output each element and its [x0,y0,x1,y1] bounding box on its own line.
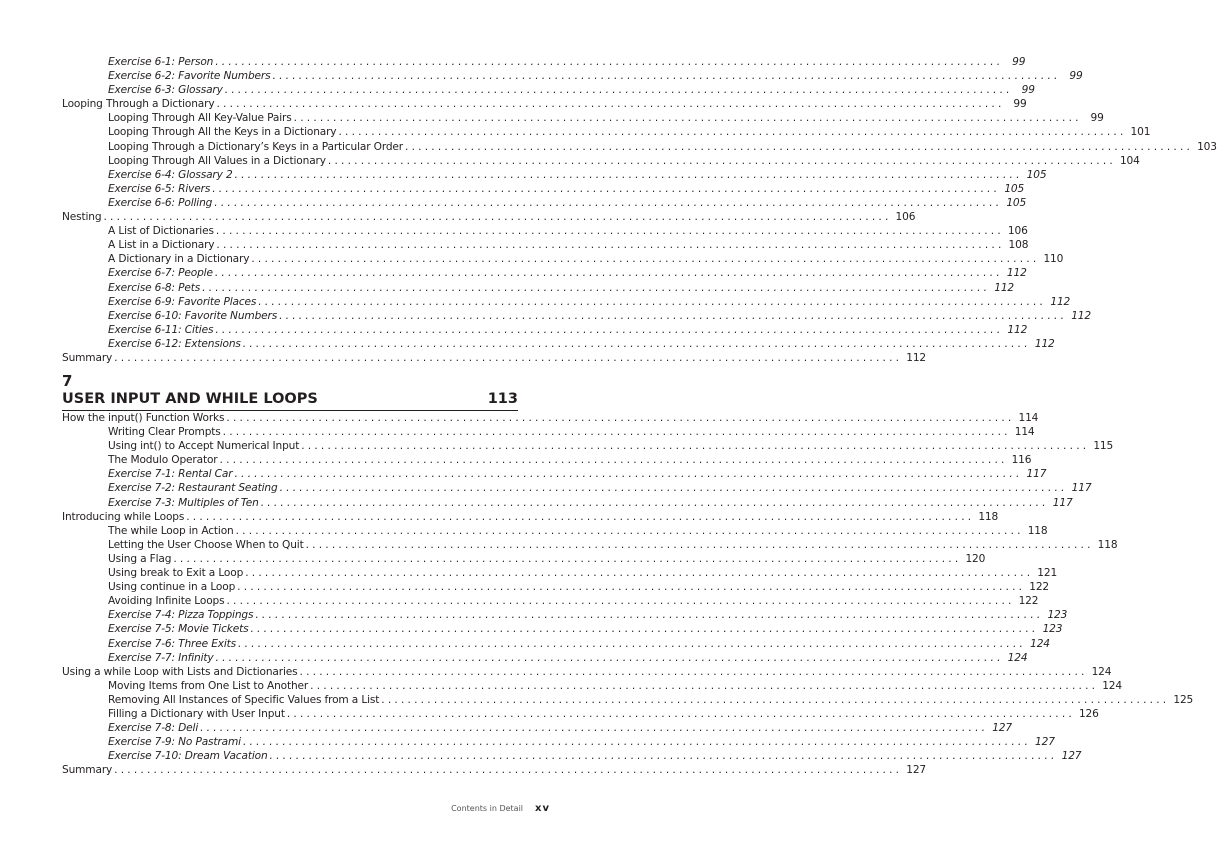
toc-entry-title: The while Loop in Action [108,524,234,537]
dot-leader: ........................................................................................................................ [286,707,1075,720]
toc-entry-page: 124 [1091,665,1112,678]
dot-leader: ........................................................................................................................ [305,538,1094,551]
toc-entry[interactable] [62,252,1064,266]
chapter-page: 113 [487,391,518,407]
toc-entry-title: A Dictionary in a Dictionary [108,253,250,266]
toc-entry-page: 117 [1052,496,1073,509]
dot-leader: ........................................................................................................................ [242,736,1032,749]
toc-entry[interactable] [62,735,1055,749]
toc-entry-page: 114 [1014,426,1035,439]
footer-label: Contents in Detail [451,804,524,813]
toc-entry-page: 127 [992,722,1012,735]
toc-entry-page: 122 [1018,595,1039,608]
toc-entry-title: Exercise 6-9: Favorite Places [108,295,257,308]
dot-leader: ........................................................................................................................ [301,440,1090,453]
toc-entry-page: 112 [1034,337,1055,350]
dot-leader: ........................................................................................................................ [234,468,1023,481]
toc-entry-page: 115 [1093,440,1114,453]
toc-entry-page: 112 [1006,267,1027,280]
toc-entry[interactable] [62,309,1091,323]
toc-entry[interactable] [62,140,1217,154]
dot-leader: ........................................................................................................................ [214,196,1003,209]
toc-entry[interactable] [62,496,1073,510]
dot-leader: ........................................................................................................................ [226,412,1015,424]
dot-leader: ........................................................................................................................ [214,267,1003,280]
toc-entry-title: Avoiding Infinite Loops [108,595,225,608]
toc-entry-page: 118 [978,510,999,523]
toc-entry-page: 120 [965,552,986,565]
toc-entry-page: 99 [1090,112,1104,125]
toc-entry-title: Looping Through All Key-Value Pairs [108,112,292,125]
dot-leader: ........................................................................................................................ [215,651,1004,664]
toc-entry-title: Exercise 7-7: Infinity [108,651,214,664]
toc-entry-title: Exercise 6-3: Glossary [108,84,223,97]
toc-entry-title: Exercise 6-11: Cities [108,323,214,336]
toc-entry-title: The Modulo Operator [108,454,218,467]
toc-entry[interactable] [62,580,1050,594]
toc-entry-title: Looping Through All Values in a Dictionary [108,154,326,167]
dot-leader: ........................................................................................................................ [200,722,989,735]
dot-leader: ........................................................................................................................ [103,211,892,224]
page-folio: xv [535,803,550,814]
toc-entry-page: 112 [1007,323,1028,336]
toc-entry-page: 110 [1043,253,1064,266]
toc-entry[interactable] [62,281,1015,295]
toc-entry-title: Exercise 7-9: No Pastrami [108,736,241,749]
toc-section-chapter-7 [62,411,1194,777]
toc-entry-title: Letting the User Choose When to Quit [108,538,304,551]
toc-entry[interactable] [62,439,1114,453]
dot-leader: ........................................................................................................................ [405,140,1194,153]
toc-entry-title: Exercise 7-2: Restaurant Seating [108,482,278,495]
toc-entry[interactable] [62,637,1050,651]
toc-entry[interactable] [62,749,1082,763]
dot-leader: ........................................................................................................................ [224,84,1013,97]
toc-entry-title: Exercise 6-2: Favorite Numbers [108,70,271,83]
chapter-title: USER INPUT AND WHILE LOOPS [62,391,318,407]
chapter-number: 7 [62,372,73,390]
dot-leader: ........................................................................................................................ [338,126,1127,139]
toc-entry-title: Writing Clear Prompts [108,426,221,439]
toc-entry-page: 118 [1097,538,1118,551]
toc-entry-page: 106 [895,211,916,224]
toc-entry[interactable] [62,351,927,365]
toc-entry-title: Exercise 7-1: Rental Car [108,468,233,481]
toc-entry-page: 99 [1021,84,1035,97]
toc-entry[interactable] [62,154,1140,168]
toc-entry-page: 112 [1071,309,1091,322]
toc-entry-title: How the input() Function Works [62,412,225,424]
dot-leader: ........................................................................................................................ [299,665,1088,678]
toc-entry-title: Using int() to Accept Numerical Input [108,440,300,453]
dot-leader: ........................................................................................................................ [212,182,1001,195]
dot-leader: ........................................................................................................................ [215,225,1004,238]
toc-entry[interactable] [62,538,1118,552]
toc-entry[interactable] [62,467,1047,481]
toc-entry[interactable] [62,651,1028,665]
toc-entry-title: Exercise 6-4: Glossary 2 [108,168,233,181]
dot-leader: ........................................................................................................................ [250,623,1039,636]
toc-entry[interactable] [62,721,1012,735]
toc-entry[interactable] [62,323,1028,337]
toc-entry[interactable] [62,679,1122,693]
toc-entry[interactable] [62,238,1029,252]
toc-entry-page: 112 [906,351,927,364]
toc-entry[interactable] [62,97,1027,111]
toc-entry[interactable] [62,55,1026,69]
toc-entry[interactable] [62,411,1039,425]
toc-entry[interactable] [62,510,999,524]
toc-entry-title: A List of Dictionaries [108,225,214,238]
toc-entry-page: 104 [1119,154,1140,167]
toc-entry[interactable] [62,622,1063,636]
toc-entry-page: 108 [1008,239,1029,252]
toc-entry-page: 124 [1007,651,1028,664]
toc-entry-page: 127 [1035,736,1055,749]
dot-leader: ........................................................................................................................ [173,552,962,565]
toc-entry-page: 125 [1173,693,1194,706]
dot-leader: ........................................................................................................................ [222,426,1011,439]
dot-leader: ........................................................................................................................ [234,168,1023,181]
toc-entry-page: 112 [994,281,1015,294]
toc-entry-page: 99 [1013,98,1027,111]
toc-entry[interactable] [62,111,1104,125]
toc-entry-title: Summary [62,351,113,364]
dot-leader: ........................................................................................................................ [293,112,1082,125]
toc-entry-page: 117 [1026,468,1047,481]
dot-leader: ........................................................................................................................ [245,567,1034,580]
toc-entry[interactable] [62,266,1027,280]
toc-entry[interactable] [62,566,1058,580]
toc-section-chapter-6 [62,55,1217,365]
toc-entry-title: Using a Flag [108,552,172,565]
toc-entry-title: Moving Items from One List to Another [108,679,309,692]
toc-entry[interactable] [62,707,1099,721]
toc-entry-title: Filling a Dictionary with User Input [108,707,285,720]
toc-entry[interactable] [62,83,1035,97]
dot-leader: ........................................................................................................................ [381,693,1170,706]
toc-entry-title: Nesting [62,211,102,224]
dot-leader: ........................................................................................................................ [269,750,1058,763]
toc-entry[interactable] [62,168,1047,182]
toc-entry-title: Looping Through a Dictionary [62,98,215,111]
dot-leader: ........................................................................................................................ [279,309,1068,322]
toc-entry[interactable] [62,224,1028,238]
toc-entry-page: 105 [1004,182,1025,195]
toc-entry-title: Exercise 6-5: Rivers [108,182,211,195]
toc-entry[interactable] [62,337,1055,351]
toc-entry[interactable] [62,125,1151,139]
toc-entry[interactable] [62,295,1071,309]
toc-entry-page: 123 [1042,623,1063,636]
toc-entry-page: 124 [1102,679,1122,692]
dot-leader: ........................................................................................................................ [114,351,903,364]
toc-entry-title: Exercise 7-6: Three Exits [108,637,237,650]
toc-entry-title: Summary [62,764,113,777]
toc-entry-page: 99 [1069,70,1083,83]
toc-entry-title: Exercise 7-3: Multiples of Ten [108,496,259,509]
toc-entry-page: 114 [1018,412,1039,424]
toc-entry-title: Exercise 6-8: Pets [108,281,201,294]
toc-entry-page: 117 [1071,482,1092,495]
toc-entry-title: Exercise 6-1: Person [108,56,214,68]
toc-entry-page: 99 [1012,56,1026,68]
dot-leader: ........................................................................................................................ [242,337,1031,350]
toc-entry-page: 127 [1061,750,1082,763]
dot-leader: ........................................................................................................................ [255,609,1044,622]
toc-entry-title: Using a while Loop with Lists and Dictionaries [62,665,298,678]
chapter-heading[interactable] [62,390,518,411]
toc-entry-page: 118 [1027,524,1048,537]
toc-entry-title: Introducing while Loops [62,510,185,523]
toc-entry-page: 105 [1006,196,1027,209]
toc-entry-title: Exercise 7-4: Pizza Toppings [108,609,254,622]
toc-entry-title: Exercise 6-7: People [108,267,213,280]
toc-entry-title: Exercise 6-6: Polling [108,196,213,209]
dot-leader: ........................................................................................................................ [310,679,1099,692]
dot-leader: ........................................................................................................................ [215,323,1004,336]
dot-leader: ........................................................................................................................ [327,154,1116,167]
dot-leader: ........................................................................................................................ [279,482,1068,495]
dot-leader: ........................................................................................................................ [235,524,1024,537]
toc-entry-title: Exercise 6-10: Favorite Numbers [108,309,278,322]
dot-leader: ........................................................................................................................ [237,581,1026,594]
dot-leader: ........................................................................................................................ [219,454,1008,467]
toc-entry[interactable] [62,182,1025,196]
dot-leader: ........................................................................................................................ [114,764,903,777]
dot-leader: ........................................................................................................................ [260,496,1049,509]
toc-entry-title: Exercise 7-5: Movie Tickets [108,623,249,636]
dot-leader: ........................................................................................................................ [251,253,1040,266]
toc-entry-page: 106 [1007,225,1028,238]
toc-entry-page: 126 [1078,707,1099,720]
toc-entry-title: Looping Through All the Keys in a Dictionary [108,126,337,139]
toc-entry-title: Exercise 7-8: Deli [108,722,199,735]
toc-entry[interactable] [62,210,916,224]
toc-entry[interactable] [62,665,1112,679]
dot-leader: ........................................................................................................................ [202,281,991,294]
toc-entry-page: 127 [906,764,927,777]
toc-entry[interactable] [62,453,1032,467]
toc-entry[interactable] [62,481,1092,495]
toc-entry-page: 122 [1029,581,1050,594]
toc-entry[interactable] [62,693,1194,707]
dot-leader: ........................................................................................................................ [258,295,1047,308]
toc-entry[interactable] [62,608,1068,622]
dot-leader: ........................................................................................................................ [272,70,1061,83]
toc-entry-page: 123 [1047,609,1068,622]
dot-leader: ........................................................................................................................ [215,56,1004,68]
toc-entry-page: 101 [1130,126,1151,139]
toc-entry-title: Looping Through a Dictionary’s Keys in a Particular Order [108,140,403,153]
toc-entry[interactable] [62,552,986,566]
toc-entry-page: 121 [1037,567,1058,580]
toc-entry-page: 124 [1030,637,1050,650]
toc-entry[interactable] [62,425,1035,439]
dot-leader: ........................................................................................................................ [226,595,1015,608]
page-footer [440,803,550,814]
toc-entry-page: 112 [1050,295,1071,308]
toc-entry-page: 103 [1197,140,1217,153]
toc-entry-title: Removing All Instances of Specific Values from a List [108,693,380,706]
toc-entry-title: Exercise 6-12: Extensions [108,337,241,350]
dot-leader: ........................................................................................................................ [216,98,1005,111]
toc-entry-title: Exercise 7-10: Dream Vacation [108,750,268,763]
dot-leader: ........................................................................................................................ [238,637,1027,650]
toc-entry[interactable] [62,594,1039,608]
toc-entry-page: 105 [1026,168,1047,181]
toc-entry[interactable] [62,69,1083,83]
toc-entry-title: A List in a Dictionary [108,239,215,252]
dot-leader: ........................................................................................................................ [186,510,975,523]
toc-entry[interactable] [62,763,927,777]
toc-entry-title: Using continue in a Loop [108,581,236,594]
toc-entry-page: 116 [1011,454,1032,467]
toc-entry[interactable] [62,196,1027,210]
toc-entry[interactable] [62,524,1048,538]
toc-entry-title: Using break to Exit a Loop [108,567,244,580]
dot-leader: ........................................................................................................................ [216,239,1005,252]
